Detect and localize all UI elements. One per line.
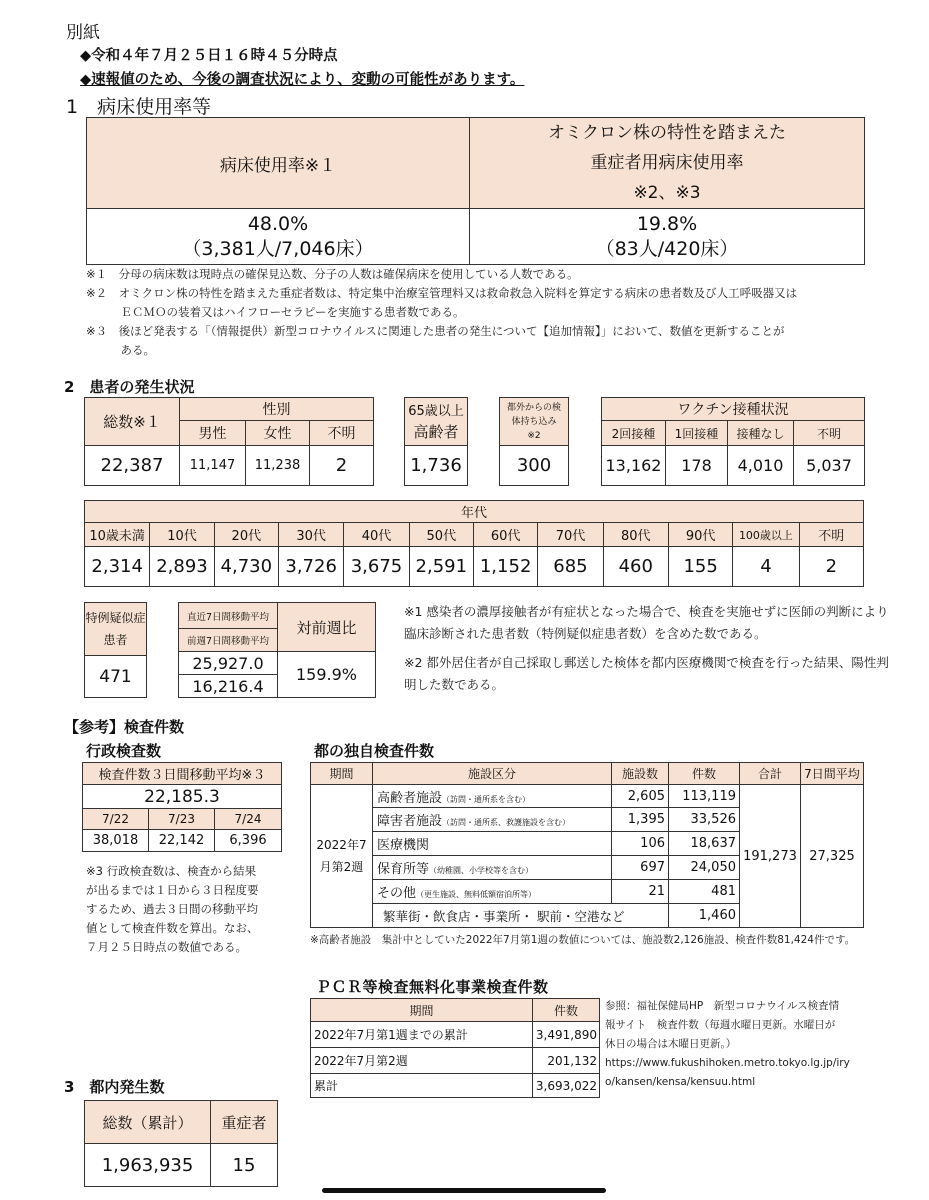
elderly-table — [404, 397, 468, 486]
own-facility-count: 2,605 — [612, 785, 669, 808]
admin-test-value: 6,396 — [215, 830, 282, 852]
outside-header-line: ※2 — [527, 430, 541, 441]
vaccine-label: 不明 — [794, 421, 865, 446]
bed-usage-rate: 48.0% — [247, 212, 309, 235]
total-value: 22,387 — [85, 446, 180, 486]
bed-usage-header: 病床使用率※１ — [87, 118, 470, 209]
patient-total-table — [84, 397, 374, 486]
note-line: ※3 行政検査数は、検査から結果 — [86, 864, 257, 878]
sex-value: 11,147 — [180, 446, 246, 486]
note-line: 臨床診断された患者数（特例疑似症患者数）を含めた数である。 — [404, 626, 767, 641]
note-line: ※1 感染者の濃厚接触者が有症状となった場合で、検査を実施せずに医師の判断により — [404, 604, 889, 619]
timestamp-text: ◆令和４年７月２５日１６時４５分時点 — [80, 48, 338, 64]
vaccine-value: 4,010 — [728, 446, 794, 486]
admin-test-date: 7/24 — [215, 809, 282, 830]
severe-bed-usage-detail: （83人/420床） — [595, 237, 739, 260]
severe-header-line: オミクロン株の特性を踏まえた — [548, 123, 786, 143]
admin-test-value: 22,142 — [149, 830, 215, 852]
age-value: 2,893 — [150, 547, 214, 587]
age-value: 2,591 — [409, 547, 473, 587]
section3-title: 3 都内発生数 — [64, 1078, 165, 1096]
own-period — [311, 785, 373, 928]
admin-test-date: 7/22 — [83, 809, 149, 830]
note-line: 明した数である。 — [404, 677, 505, 692]
note-line: ある。 — [86, 343, 155, 357]
own-facility-count: 697 — [612, 856, 669, 880]
outside-value: 300 — [500, 446, 569, 486]
own-test-title: 都の独自検査件数 — [314, 742, 435, 760]
pcr-count: 3,491,890 — [533, 1022, 600, 1048]
own-facility-type — [373, 880, 612, 904]
elderly-header-line: 高齢者 — [413, 422, 459, 441]
admin-test-header: 検査件数３日間移動平均※３ — [83, 763, 282, 785]
admin-test-title: 行政検査数 — [86, 742, 162, 760]
facility-sub: （訪問・通所系、救護施設を含む） — [442, 818, 571, 827]
cases-header: 重症者 — [211, 1101, 278, 1144]
pcr-table — [310, 998, 600, 1098]
home-indicator[interactable] — [322, 1188, 606, 1193]
prev-average-header: 前週7日間移動平均 — [179, 629, 278, 652]
elderly-value: 1,736 — [405, 446, 468, 486]
total-header: 総数※１ — [85, 398, 180, 446]
age-label: 30代 — [278, 523, 343, 547]
recent-average-value: 25,927.0 — [179, 652, 278, 675]
severe-bed-usage-rate: 19.8% — [636, 212, 698, 235]
own-total: 191,273 — [740, 785, 801, 928]
bed-usage-detail: （3,381人/7,046床） — [182, 237, 374, 260]
own-test-note: ※高齢者施設 集計中としていた2022年7月第1週の数値については、施設数2,126施設、検査件数81,424件です。 — [310, 934, 856, 946]
sex-header: 性別 — [180, 398, 374, 421]
elderly-header-line: 65歳以上 — [408, 403, 464, 419]
tokyo-cases-table — [84, 1100, 278, 1187]
own-test-count: 113,119 — [669, 785, 740, 808]
section1-notes — [86, 265, 797, 360]
admin-test-date: 7/23 — [149, 809, 215, 830]
own-facility-type — [373, 856, 612, 880]
facility-name: 保育所等 — [377, 862, 430, 877]
age-label: 50代 — [409, 523, 473, 547]
own-header: 7日間平均 — [801, 763, 864, 785]
age-label: 90代 — [668, 523, 732, 547]
age-label: 不明 — [799, 523, 863, 547]
age-value: 460 — [603, 547, 668, 587]
facility-sub: （訪問・通所系を含む） — [442, 794, 531, 804]
bed-usage-value — [87, 209, 470, 265]
own-test-count: 24,050 — [669, 856, 740, 880]
age-label: 10歳未満 — [85, 523, 150, 547]
suspect-table — [84, 602, 147, 698]
age-value: 155 — [668, 547, 732, 587]
outside-header — [500, 398, 569, 446]
pcr-count: 3,693,022 — [533, 1074, 600, 1098]
cases-total-value: 1,963,935 — [85, 1144, 211, 1187]
sex-label: 不明 — [310, 421, 374, 446]
suspect-header — [85, 603, 147, 656]
pcr-ref-link[interactable]: o/kansen/kensa/kensuu.html — [605, 1076, 756, 1088]
severe-header-line: ※2、※3 — [633, 183, 701, 203]
age-table — [84, 500, 864, 587]
age-label: 40代 — [344, 523, 409, 547]
age-value: 2,314 — [85, 547, 150, 587]
pcr-reference — [605, 997, 850, 1092]
own-period-line: 月第2週 — [319, 860, 364, 874]
moving-average-table — [178, 602, 376, 698]
note-line: 値として検査件数を算出。なお、 — [86, 921, 259, 935]
own-test-table — [310, 762, 864, 928]
own-header: 施設数 — [612, 763, 669, 785]
vaccine-label: 接種なし — [728, 421, 794, 446]
attachment-label: 別紙 — [66, 23, 100, 43]
age-label: 70代 — [538, 523, 603, 547]
own-header: 期間 — [311, 763, 373, 785]
age-value: 3,675 — [344, 547, 409, 587]
pcr-period: 2022年7月第1週までの累計 — [311, 1022, 533, 1048]
facility-sub: （幼稚園、小学校等を含む） — [429, 866, 534, 875]
own-header: 合計 — [740, 763, 801, 785]
pcr-ref-line: 報サイト 検査件数（毎週水曜日更新。水曜日が — [605, 1019, 836, 1031]
vaccine-header: ワクチン接種状況 — [602, 398, 865, 421]
ratio-header: 対前週比 — [278, 603, 376, 652]
vaccine-label: 1回接種 — [666, 421, 728, 446]
vaccine-value: 5,037 — [794, 446, 865, 486]
section2-title: 2 患者の発生状況 — [64, 378, 195, 396]
sex-value: 2 — [310, 446, 374, 486]
ratio-value: 159.9% — [278, 652, 376, 698]
recent-average-header: 直近7日間移動平均 — [179, 603, 278, 629]
sex-label: 男性 — [180, 421, 246, 446]
age-label: 80代 — [603, 523, 668, 547]
suspect-header-line: 患者 — [103, 633, 128, 647]
age-label: 100歳以上 — [733, 523, 799, 547]
facility-name: 高齢者施設 — [377, 790, 443, 806]
age-value: 3,726 — [278, 547, 343, 587]
pcr-ref-line: 休日の場合は木曜日更新。） — [605, 1038, 737, 1050]
pcr-ref-line: 参照：福祉保健局HP 新型コロナウイルス検査情 — [605, 1000, 840, 1012]
own-test-count: 481 — [669, 880, 740, 904]
pcr-count: 201,132 — [533, 1048, 600, 1074]
severe-cases-value: 15 — [211, 1144, 278, 1187]
pcr-title: ＰＣＲ等検査無料化事業検査件数 — [316, 978, 549, 996]
pcr-ref-link[interactable]: https://www.fukushihoken.metro.tokyo.lg.jp/iry — [605, 1057, 850, 1069]
age-label: 10代 — [150, 523, 214, 547]
severe-bed-usage-value — [470, 209, 865, 265]
facility-name: 障害者施設 — [377, 814, 443, 829]
age-header: 年代 — [85, 501, 864, 523]
pcr-header: 期間 — [311, 999, 533, 1022]
notice-text: ◆速報値のため、今後の調査状況により、変動の可能性があります。 — [80, 72, 525, 88]
prev-average-value: 16,216.4 — [179, 675, 278, 698]
note-line: ※１ 分母の病床数は現時点の確保見込数、分子の人数は確保病床を使用している人数である。 — [86, 267, 579, 281]
own-facility-type — [373, 785, 612, 808]
age-value: 2 — [799, 547, 863, 587]
pcr-period: 累計 — [311, 1074, 533, 1098]
facility-sub: （更生施設、無料低額宿泊所等） — [416, 890, 537, 899]
cases-header: 総数（累計） — [85, 1101, 211, 1144]
age-value: 685 — [538, 547, 603, 587]
own-test-count: 33,526 — [669, 808, 740, 832]
outside-table — [499, 397, 569, 486]
age-value: 4 — [733, 547, 799, 587]
own-test-count: 18,637 — [669, 832, 740, 856]
age-label: 60代 — [473, 523, 537, 547]
own-facility-count: 1,395 — [612, 808, 669, 832]
own-facility-count: 106 — [612, 832, 669, 856]
note-line: ※2 都外居住者が自己採取し郵送した検体を都内医療機関で検査を行った結果、陽性判 — [404, 655, 889, 670]
age-value: 4,730 — [214, 547, 278, 587]
note-line: ※２ オミクロン株の特性を踏まえた重症者数は、特定集中治療室管理料又は救命救急入院料を算定する病床の患者数及び人工呼吸器又は — [86, 286, 798, 300]
bed-usage-table — [86, 117, 865, 265]
severe-bed-usage-header — [470, 118, 865, 209]
admin-test-table — [82, 762, 282, 852]
admin-test-notes — [86, 862, 259, 957]
vaccine-value: 178 — [666, 446, 728, 486]
admin-test-value: 38,018 — [83, 830, 149, 852]
severe-header-line: 重症者用病床使用率 — [590, 153, 744, 173]
pcr-header: 件数 — [533, 999, 600, 1022]
vaccine-label: 2回接種 — [602, 421, 666, 446]
own-facility-type — [373, 832, 612, 856]
elderly-header — [405, 398, 468, 446]
facility-name: その他 — [377, 886, 417, 901]
age-label: 20代 — [214, 523, 278, 547]
reference-title: 【参考】検査件数 — [64, 718, 185, 736]
section1-title: 1 病床使用率等 — [66, 96, 212, 118]
outside-header-line: 体持ち込み — [511, 416, 557, 427]
own-period-line: 2022年7 — [316, 838, 367, 852]
own-header: 施設区分 — [373, 763, 612, 785]
own-facility-type — [373, 808, 612, 832]
own-test-count: 1,460 — [669, 904, 740, 928]
note-line: ＥＣＭＯの装着又はハイフローセラピーを実施する患者数である。 — [86, 305, 465, 319]
own-average: 27,325 — [801, 785, 864, 928]
outside-header-line: 都外からの検 — [506, 402, 561, 413]
vaccine-value: 13,162 — [602, 446, 666, 486]
own-facility-type: 繁華街・飲食店・事業所・ 駅前・空港など — [373, 904, 669, 928]
own-header: 件数 — [669, 763, 740, 785]
note-line: するため、過去３日間の移動平均 — [86, 902, 259, 916]
note-line: ※３ 後ほど発表する「（情報提供）新型コロナウイルスに関連した患者の発生について【追加情報】」において、数値を更新することが — [86, 324, 785, 338]
note-line: が出るまでは１日から３日程度要 — [86, 883, 259, 897]
admin-test-average: 22,185.3 — [83, 785, 282, 809]
pcr-period: 2022年7月第2週 — [311, 1048, 533, 1074]
suspect-value: 471 — [85, 656, 147, 698]
sex-value: 11,238 — [246, 446, 310, 486]
note-line: ７月２５日時点の数値である。 — [86, 940, 247, 954]
suspect-header-line: 特例疑似症 — [85, 611, 146, 625]
age-value: 1,152 — [473, 547, 537, 587]
section2-notes — [404, 601, 889, 696]
sex-label: 女性 — [246, 421, 310, 446]
facility-name: 医療機関 — [377, 838, 430, 853]
own-facility-count: 21 — [612, 880, 669, 904]
vaccine-table — [601, 397, 865, 486]
